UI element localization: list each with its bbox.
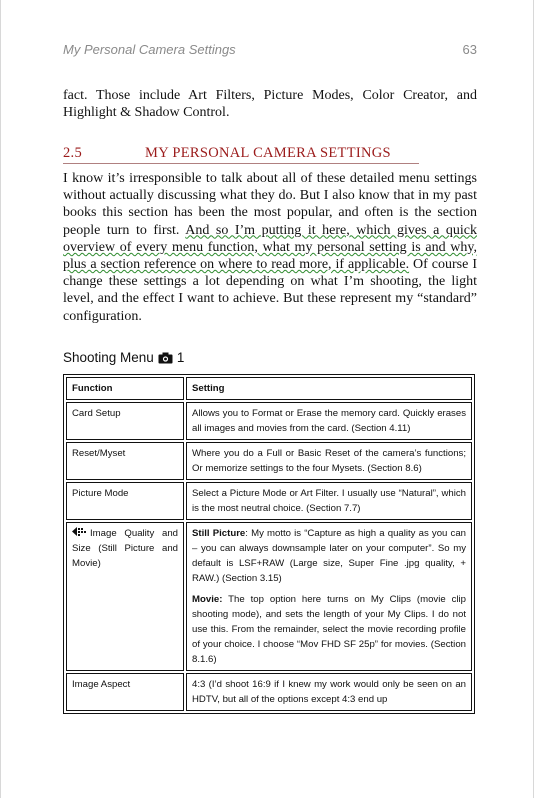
body-text-part1: I know it’s irresponsible to talk about all of these detailed menu settings without actually discussing what they do. But I also know that in my past books this section has been the most popular, and often is the section people turn to first.: [63, 171, 477, 238]
body-text-part3: Of course I change these settings a lot depending on what I’m shooting, the light level, and the effect I want to achieve. But these represent my “standard” configuration.: [63, 257, 477, 324]
table-header-row: [66, 377, 472, 400]
function-cell: Reset/Myset: [66, 442, 184, 480]
movie-text: The top option here turns on My Clips (movie clip shooting mode), and sets the length of your My Clips. I do not use this. From the remainder, select the movie recording profile of your choice. I choose “Mov FHD SF 25p” for movies. (Section 8.1.6): [192, 594, 466, 665]
section-number: 2.5: [63, 145, 83, 161]
table-caption: [63, 350, 184, 365]
section-heading: [63, 143, 419, 164]
image-quality-icon: [72, 526, 86, 537]
still-picture-setting: [192, 526, 466, 586]
section-title: MY PERSONAL CAMERA SETTINGS: [145, 145, 391, 161]
shooting-menu-table: [63, 374, 475, 714]
setting-cell: Select a Picture Mode or Art Filter. I usually use “Natural”, which is the most neutral choice. (Section 7.7): [186, 482, 472, 520]
setting-cell: [186, 522, 472, 671]
function-cell: Image Aspect: [66, 673, 184, 711]
movie-label: Movie:: [192, 594, 223, 605]
intro-paragraph: fact. Those include Art Filters, Picture Modes, Color Creator, and Highlight & Shadow Control.: [63, 88, 477, 121]
running-header-title: My Personal Camera Settings: [63, 42, 236, 57]
setting-cell: Where you do a Full or Basic Reset of the camera’s functions; Or memorize settings to the four Mysets. (Section 8.6): [186, 442, 472, 480]
setting-cell: Allows you to Format or Erase the memory card. Quickly erases all images and movies from the card. (Section 4.11): [186, 402, 472, 440]
table-row: [66, 673, 472, 711]
function-cell: [66, 522, 184, 671]
table-caption-label: Shooting Menu: [63, 350, 154, 365]
still-picture-label: Still Picture: [192, 528, 246, 539]
table-row: [66, 442, 472, 480]
camera-icon: [158, 352, 173, 364]
table-row: [66, 482, 472, 520]
function-cell: Picture Mode: [66, 482, 184, 520]
table-row: [66, 402, 472, 440]
function-label: Image Quality and Size (Still Picture and Movie): [72, 528, 178, 569]
function-cell: Card Setup: [66, 402, 184, 440]
column-header-function: Function: [66, 377, 184, 400]
column-header-setting: Setting: [186, 377, 472, 400]
page-number: 63: [462, 42, 477, 57]
body-paragraph: [63, 170, 477, 325]
still-picture-text: : My motto is “Capture as high a quality as you can – you can always downsample later on your computer”. So my default is LSF+RAW (Large size, Super Fine .jpg quality, + RAW.) (Section 3.15): [192, 528, 466, 584]
table-caption-number: 1: [176, 350, 185, 365]
running-header: [63, 42, 477, 58]
body-text-underlined: And so I’m putting it here, which gives a quick overview of every menu function, what my personal setting is and why, plus a section reference on where to read more, if applicable.: [63, 222, 477, 273]
setting-cell: 4:3 (I’d shoot 16:9 if I knew my work would only be seen on an HDTV, but all of the options except 4:3 end up: [186, 673, 472, 711]
movie-setting: [192, 592, 466, 667]
table-row: [66, 522, 472, 671]
